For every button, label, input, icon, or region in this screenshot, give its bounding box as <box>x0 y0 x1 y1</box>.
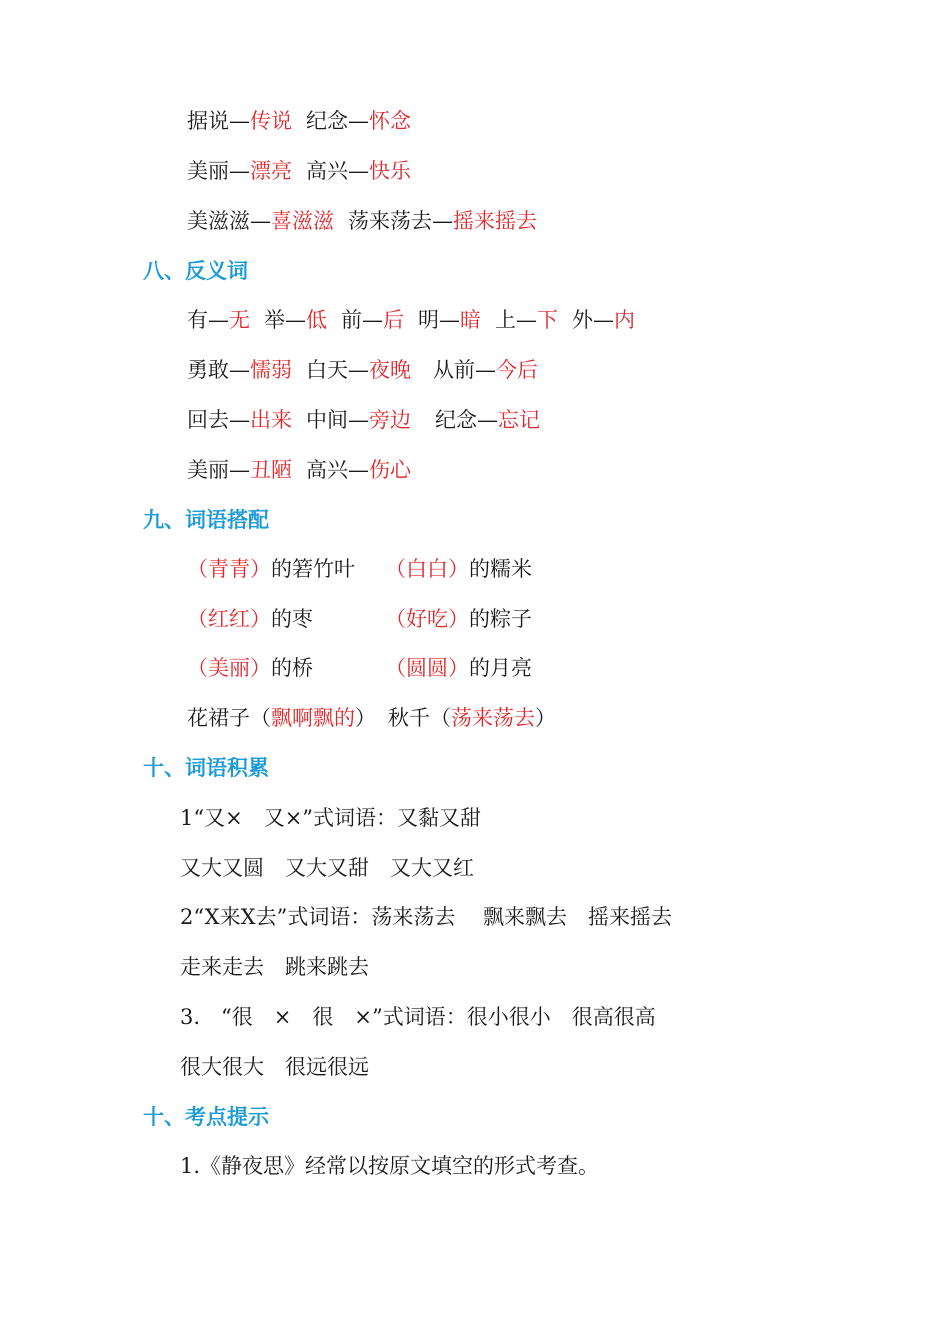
section-heading-collocation: 九、词语搭配 <box>143 508 269 532</box>
accumulation-line-1: 1“又× 又×”式词语：又黏又甜 <box>180 806 482 830</box>
accumulation-line-5: 3. “很 × 很 ×”式词语：很小很小 很高很高 <box>180 1005 656 1029</box>
section-heading-antonyms: 八、反义词 <box>143 259 248 283</box>
section-heading-exam-tips: 十、考点提示 <box>143 1105 269 1129</box>
exam-tip-line-1: 1.《静夜思》经常以按原文填空的形式考查。 <box>180 1154 600 1178</box>
collocation-row-last: 花裙子（飘啊飘的） 秋千（荡来荡去） <box>187 706 556 730</box>
collocation-item-1: （青青）的箬竹叶 <box>187 557 355 581</box>
synonym-row-3: 美滋滋—喜滋滋 荡来荡去—摇来摇去 <box>187 209 537 233</box>
accumulation-line-3: 2“X来X去”式词语：荡来荡去 飘来飘去 摇来摇去 <box>180 905 672 929</box>
collocation-item-3: （红红）的枣 <box>187 607 313 631</box>
synonym-row-1: 据说—传说 纪念—怀念 <box>187 109 411 133</box>
accumulation-line-6: 很大很大 很远很远 <box>180 1055 369 1079</box>
synonym-row-2: 美丽—漂亮 高兴—快乐 <box>187 159 411 183</box>
collocation-item-5: （美丽）的桥 <box>187 656 313 680</box>
antonym-row-1: 有—无 举—低 前—后 明—暗 上—下 外—内 <box>187 308 635 332</box>
collocation-item-4: （好吃）的粽子 <box>385 607 532 631</box>
antonym-row-2: 勇敢—懦弱 白天—夜晚 从前—今后 <box>187 358 538 382</box>
collocation-item-2: （白白）的糯米 <box>385 557 532 581</box>
antonym-row-3: 回去—出来 中间—旁边 纪念—忘记 <box>187 408 540 432</box>
section-heading-word-accumulation: 十、词语积累 <box>143 756 269 780</box>
accumulation-line-2: 又大又圆 又大又甜 又大又红 <box>180 856 474 880</box>
accumulation-line-4: 走来走去 跳来跳去 <box>180 955 369 979</box>
antonym-row-4: 美丽—丑陋 高兴—伤心 <box>187 458 411 482</box>
collocation-item-6: （圆圆）的月亮 <box>385 656 532 680</box>
